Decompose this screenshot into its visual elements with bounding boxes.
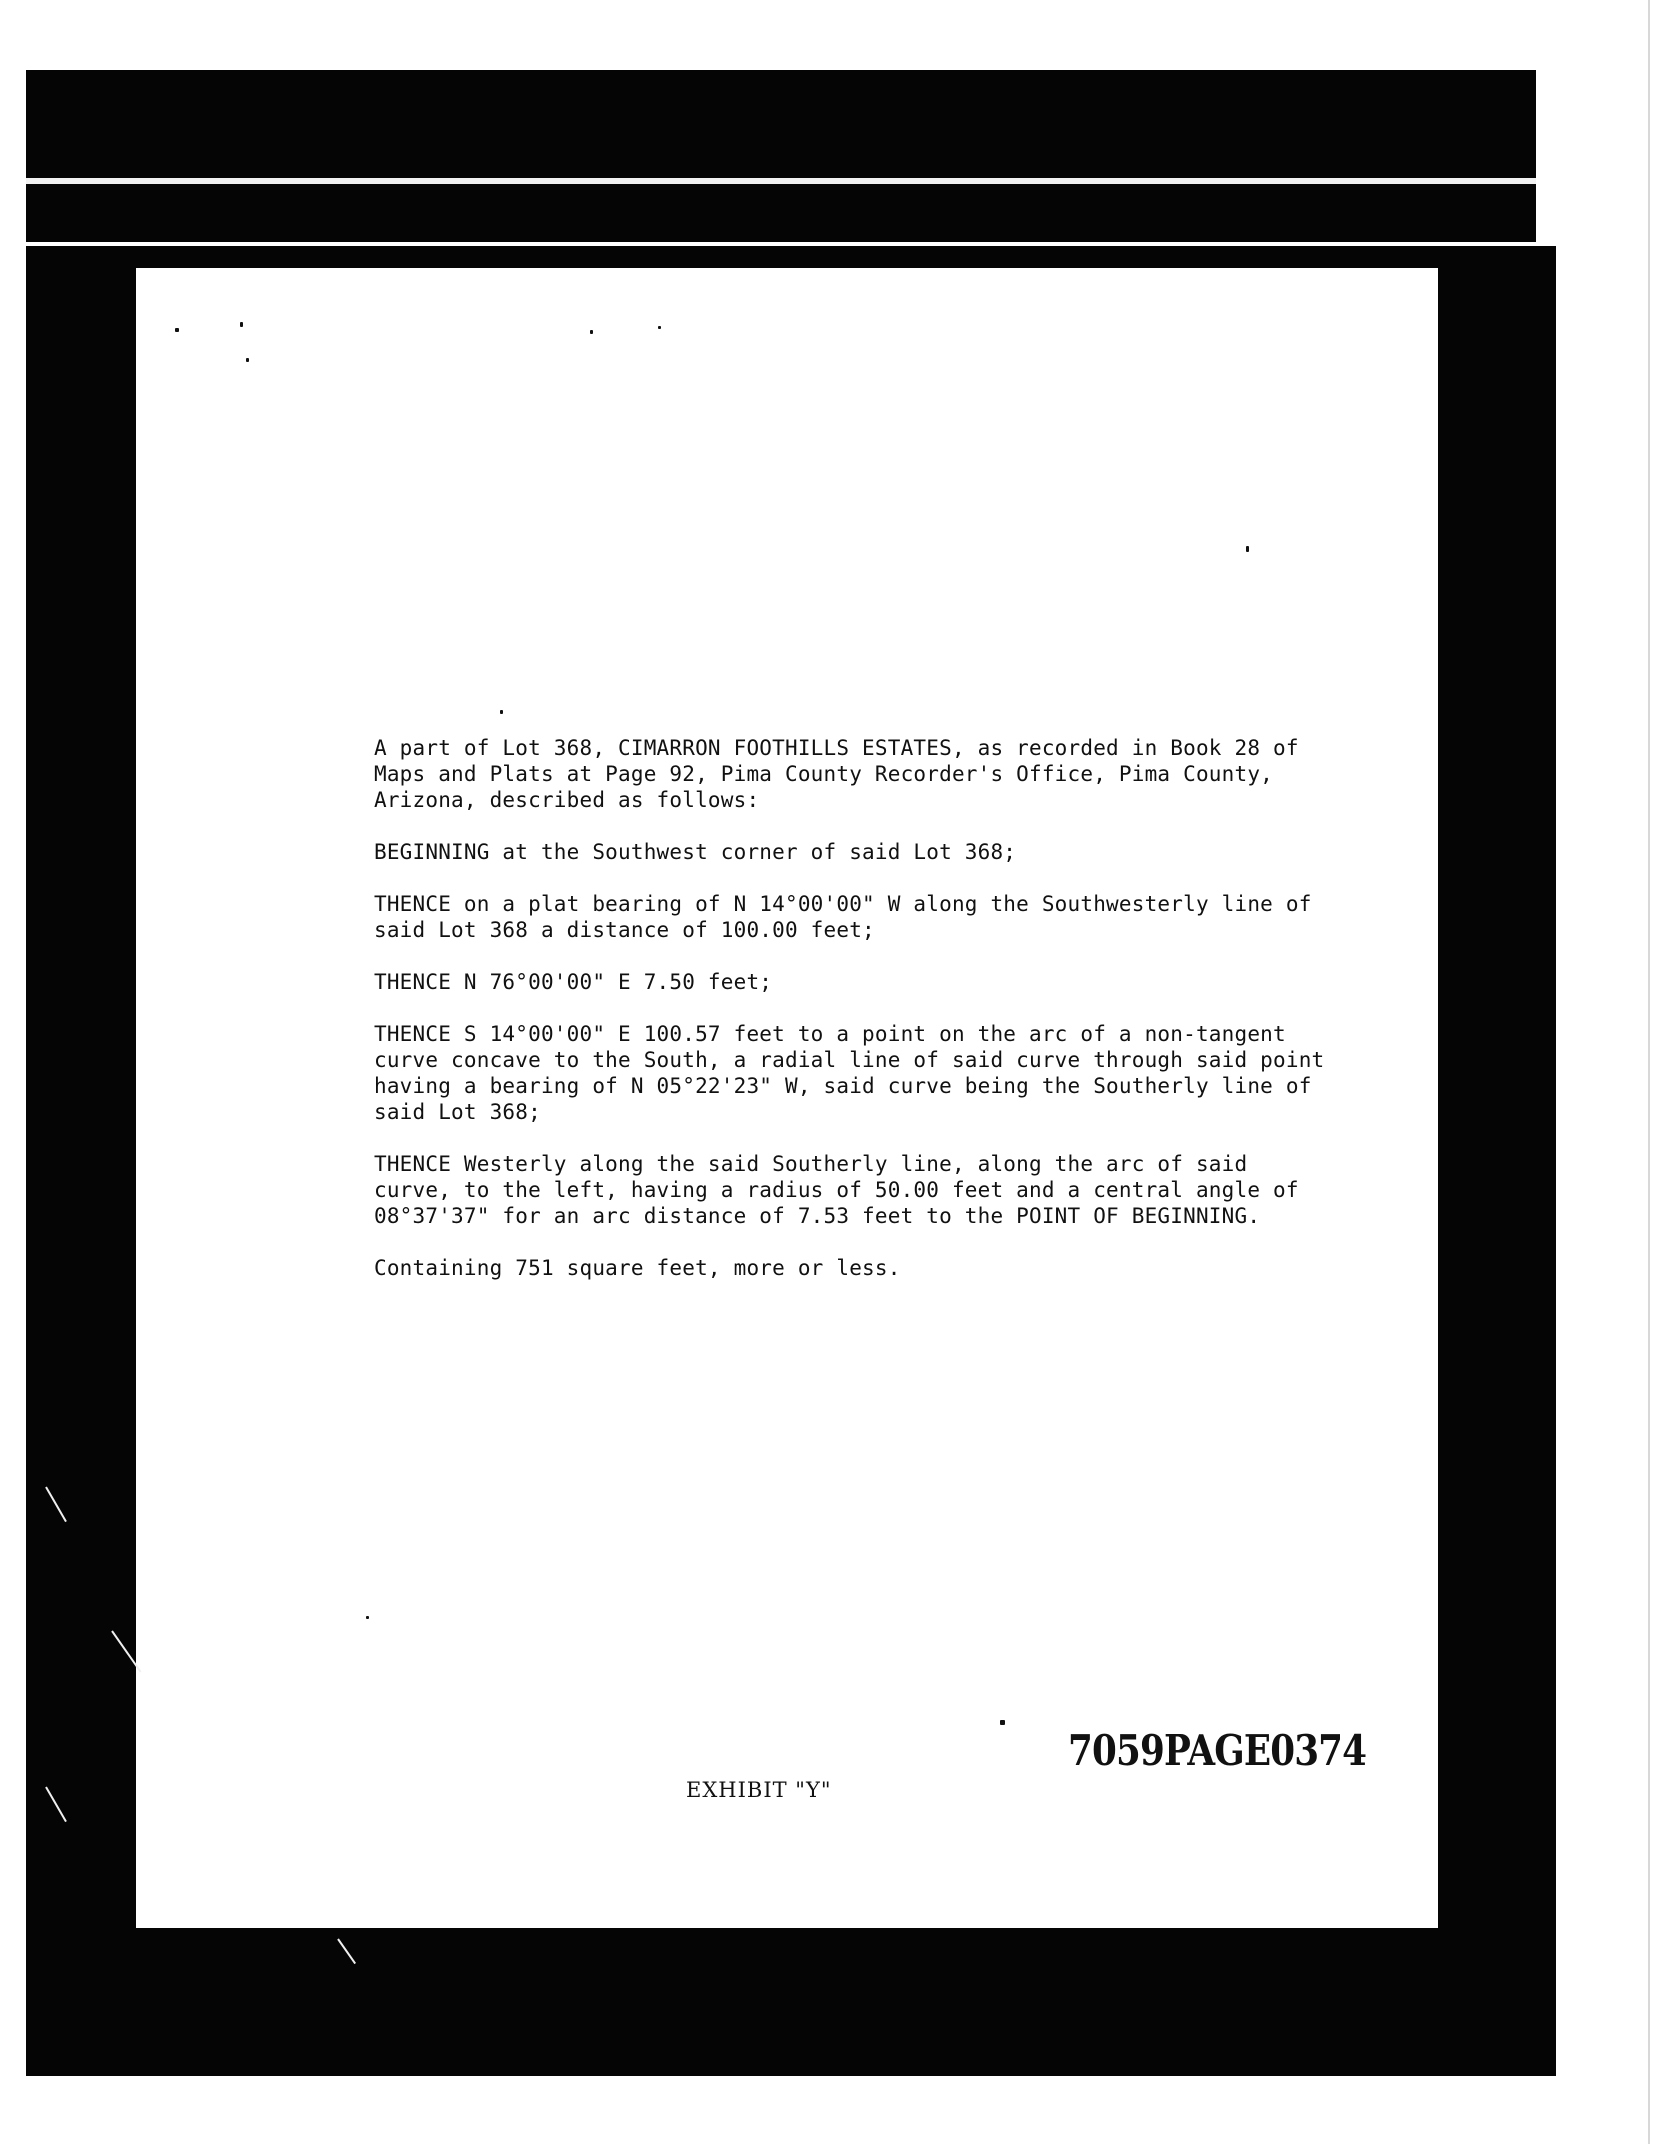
scan-speck [240, 322, 243, 327]
paragraph-area: Containing 751 square feet, more or less. [374, 1256, 901, 1280]
paragraph-intro: A part of Lot 368, CIMARRON FOOTHILLS ESTATES, as recorded in Book 28 of Maps and Plats at Page 92, Pima County Recorder's Office, Pima County, Arizona, described as follows: [374, 736, 1299, 812]
legal-description [374, 735, 1344, 1307]
paragraph-thence-1: THENCE on a plat bearing of N 14°00'00" W along the Southwesterly line of said Lot 368 a distance of 100.00 feet; [374, 892, 1312, 942]
paragraph-thence-4: THENCE Westerly along the said Southerly line, along the arc of said curve, to the left, having a radius of 50.00 feet and a central angle of 08°37'37" for an arc distance of 7.53 feet to the POINT OF BEGINNING. [374, 1152, 1299, 1228]
scan-speck [500, 710, 503, 714]
recording-stamp: 7059PAGE0374 [1068, 1726, 1367, 1775]
paragraph-thence-3: THENCE S 14°00'00" E 100.57 feet to a point on the arc of a non-tangent curve concave to the South, a radial line of said curve through said point having a bearing of N 05°22'23" W, said curve being the Southerly line of said Lot 368; [374, 1022, 1325, 1124]
scan-speck [366, 1616, 369, 1619]
scan-speck [175, 328, 179, 332]
paragraph-thence-2: THENCE N 76°00'00" E 7.50 feet; [374, 970, 773, 994]
scan-speck [590, 330, 593, 334]
scan-top-band [26, 70, 1536, 242]
scan-speck [246, 358, 249, 362]
scan-speck [1246, 546, 1249, 552]
scan-speck [1000, 1720, 1005, 1725]
page-edge-rule [1648, 0, 1650, 2144]
scan-top-band-line [26, 178, 1536, 184]
exhibit-label: EXHIBIT "Y" [686, 1778, 832, 1802]
paragraph-beginning: BEGINNING at the Southwest corner of said Lot 368; [374, 840, 1017, 864]
scan-speck [658, 326, 661, 329]
